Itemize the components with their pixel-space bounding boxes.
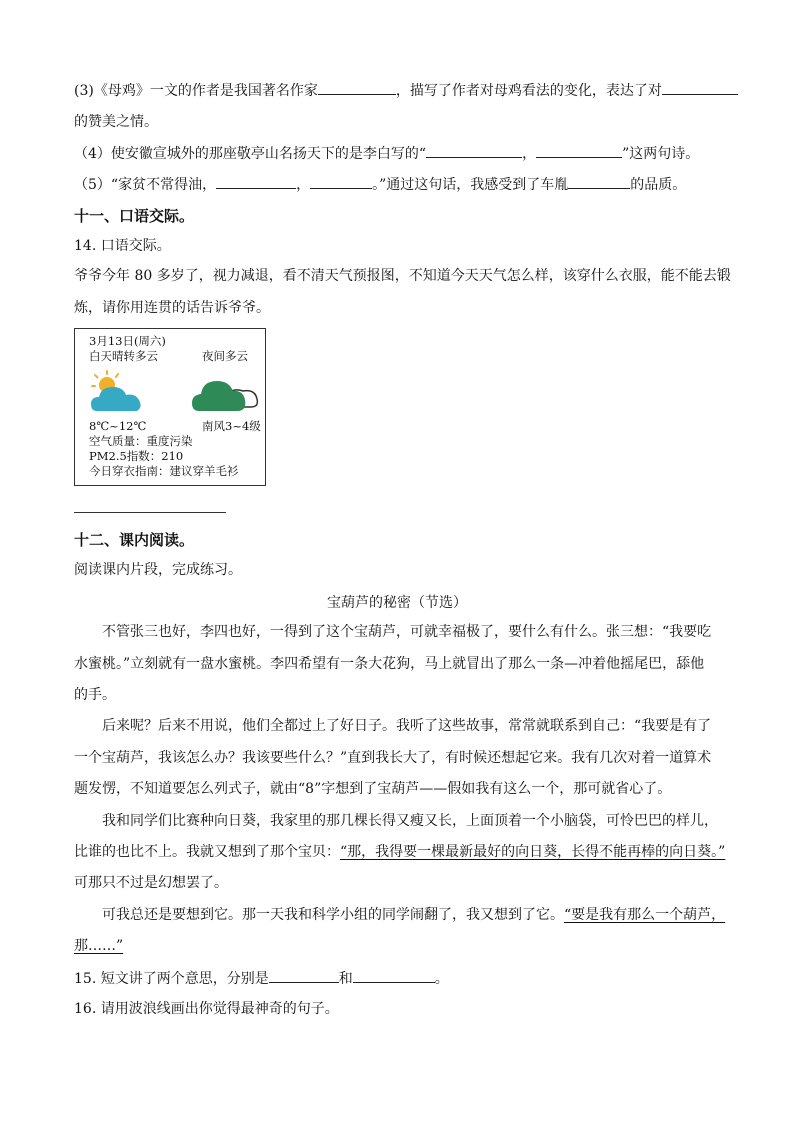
- answer-blank[interactable]: [662, 80, 738, 95]
- passage-title: 宝葫芦的秘密（节选）: [327, 595, 467, 611]
- weather-wind: 南风3~4级: [202, 419, 261, 433]
- passage-p4-line-2: [74, 936, 123, 956]
- passage-p2-line-1: 后来呢？后来不用说，他们全都过上了好日子。我听了这些故事，常常就联系到自己：“我要是有了: [102, 718, 712, 734]
- weather-forecast-card: [74, 328, 266, 486]
- passage-p3-line-1: 我和同学们比赛种向日葵，我家里的那几棵长得又瘦又长，上面顶着一个小脑袋，可怜巴巴的样儿，: [102, 813, 718, 829]
- answer-blank[interactable]: [353, 968, 435, 983]
- q15: [74, 968, 449, 989]
- passage-p2-line-2: 一个宝葫芦，我该怎么办？我该要些什么？”直到我长大了，有时候还想起它来。我有几次对着一道算术: [74, 750, 712, 766]
- q13-item-5: [74, 174, 686, 195]
- q15-text-c: 。: [434, 971, 449, 987]
- sun-cloud-icon: [89, 369, 145, 415]
- q13-3-text-a: (3)《母鸡》一文的作者是我国著名作家: [74, 83, 318, 99]
- passage-p4-text: 可我总还是要想到它。那一天我和科学小组的同学闹翻了，我又想到了它。: [102, 907, 564, 923]
- passage-p3-text: 比谁的也比不上。我就又想到了那个宝贝：: [74, 844, 340, 860]
- q15-text-a: 15. 短文讲了两个意思，分别是: [74, 971, 269, 987]
- answer-blank[interactable]: [310, 174, 372, 189]
- q13-4-text-c: ”这两句诗。: [622, 146, 700, 162]
- answer-blank[interactable]: [568, 174, 630, 189]
- answer-blank[interactable]: [536, 143, 622, 158]
- weather-pm25: PM2.5指数：210: [89, 449, 184, 463]
- weather-dress-guide: 今日穿衣指南：建议穿羊毛衫: [89, 464, 239, 478]
- answer-blank[interactable]: [269, 968, 339, 983]
- weather-temperature: 8℃~12℃: [89, 419, 147, 433]
- q14-line-2: 炼，请你用连贯的话告诉爷爷。: [74, 300, 270, 316]
- front-cloud-icon: [192, 381, 245, 411]
- passage-p3-line-2: [74, 842, 725, 862]
- reading-instruction: 阅读课内片段，完成练习。: [74, 562, 242, 578]
- underlined-sentence: “那，我得要一棵最新最好的向日葵，长得不能再棒的向日葵。”: [340, 844, 726, 860]
- q14-label: 14. 口语交际。: [74, 238, 171, 254]
- passage-p2-line-3: 题发愣，不知道要怎么列式子，就由“8”字想到了宝葫芦——假如我有这么一个，那可就省心了。: [74, 781, 672, 797]
- q14-line-1: 爷爷今年 80 多岁了，视力减退，看不清天气预报图，不知道今天天气怎么样，该穿什么衣服，能不能去锻: [74, 268, 731, 284]
- q13-5-text-d: 的品质。: [630, 177, 687, 193]
- passage-p1-line-3: 的手。: [74, 687, 116, 703]
- q13-4-text-b: ，: [522, 146, 537, 162]
- q13-3-text-b: ，描写了作者对母鸡看法的变化，表达了对: [395, 83, 662, 99]
- q13-item-3-cont: [74, 112, 158, 132]
- passage-p3-line-3: 可那只不过是幻想罢了。: [74, 875, 228, 891]
- answer-line[interactable]: [74, 512, 226, 513]
- passage-p1-line-2: 水蜜桃。”立刻就有一盘水蜜桃。李四希望有一条大花狗，马上就冒出了那么一条—冲着他摇尾巴，舔他: [74, 656, 705, 672]
- cloud-icon: [91, 387, 141, 411]
- weather-night: 夜间多云: [202, 349, 248, 363]
- section-11-title: 十一、口语交际。: [74, 207, 195, 225]
- answer-blank[interactable]: [318, 80, 396, 95]
- weather-air-quality: 空气质量：重度污染: [89, 434, 193, 448]
- q13-3-text-c: 的赞美之情。: [74, 114, 158, 130]
- cloudy-night-icon: [191, 373, 261, 415]
- q13-item-3: [74, 80, 738, 101]
- q13-5-text-c: 。”通过这句话，我感受到了车胤: [372, 177, 569, 193]
- q15-text-b: 和: [338, 971, 353, 987]
- section-12-title: 十二、课内阅读。: [74, 531, 195, 549]
- passage-p4-line-1: [102, 905, 725, 925]
- answer-blank[interactable]: [426, 143, 522, 158]
- underlined-sentence: “要是我有那么一个葫芦，: [564, 907, 726, 923]
- q13-5-text-b: ，: [296, 177, 311, 193]
- q13-5-text-a: （5）“家贫不常得油，: [74, 177, 217, 193]
- passage-p1-line-1: 不管张三也好，李四也好，一得到了这个宝葫芦，可就幸福极了，要什么有什么。张三想：“我要吃: [102, 624, 712, 640]
- q16: 16. 请用波浪线画出你觉得最神奇的句子。: [74, 1001, 339, 1017]
- q13-4-text-a: （4）使安徽宣城外的那座敬亭山名扬天下的是李白写的“: [74, 146, 427, 162]
- underlined-sentence: 那……”: [74, 938, 124, 954]
- answer-blank[interactable]: [216, 174, 296, 189]
- weather-date: 3月13日(周六): [89, 334, 166, 348]
- q13-item-4: [74, 143, 699, 164]
- weather-day: 白天晴转多云: [89, 349, 158, 363]
